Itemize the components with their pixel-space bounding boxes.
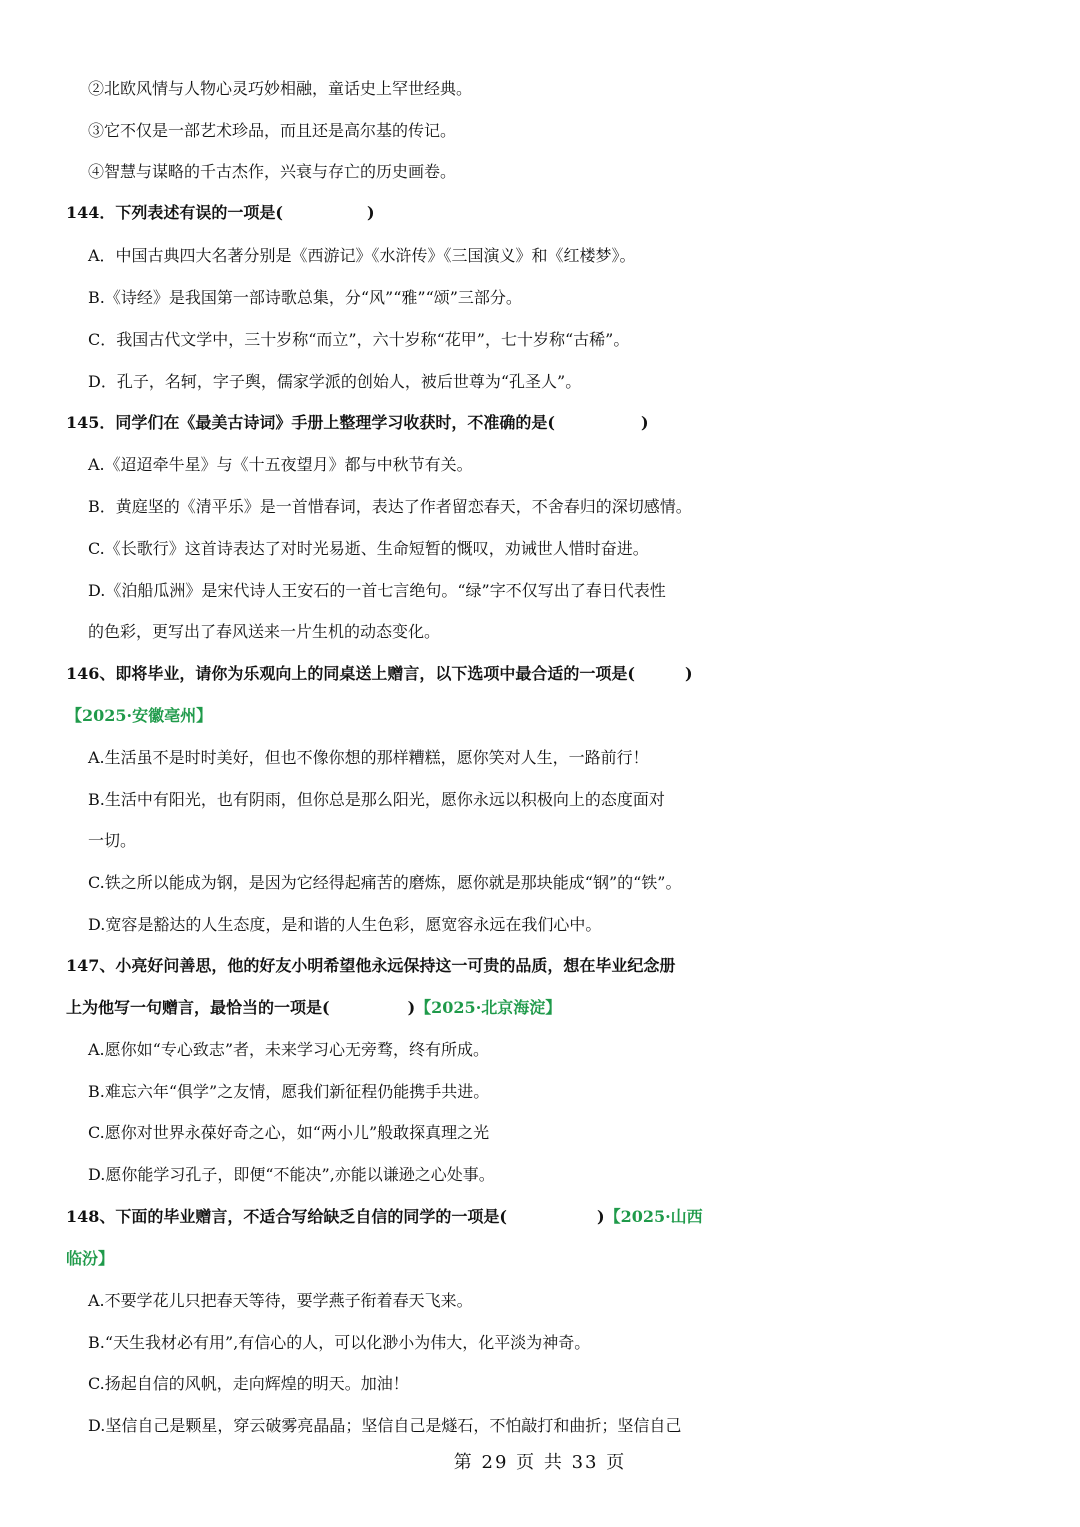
- question-146-stem: 146、即将毕业，请你为乐观向上的同桌送上赠言，以下选项中最合适的一项是( ): [66, 664, 693, 683]
- option-145-a: A.《迢迢牵牛星》与《十五夜望月》都与中秋节有关。: [88, 455, 473, 474]
- option-147-a: A.愿你如“专心致志”者，未来学习心无旁骛，终有所成。: [88, 1040, 490, 1059]
- text-line: ④智慧与谋略的千古杰作，兴衰与存亡的历史画卷。: [88, 162, 457, 181]
- option-145-d-continued: 的色彩，更写出了春风送来一片生机的动态变化。: [88, 622, 441, 641]
- question-147-stem: 147、小亮好问善思，他的好友小明希望他永远保持这一可贵的品质，想在毕业纪念册: [66, 956, 676, 975]
- option-147-d: D.愿你能学习孔子，即便“不能决”,亦能以谦逊之心处事。: [88, 1165, 495, 1184]
- option-145-d: D.《泊船瓜洲》是宋代诗人王安石的一首七言绝句。“绿”字不仅写出了春日代表性: [88, 581, 666, 600]
- option-147-b: B.难忘六年“俱学”之友情，愿我们新征程仍能携手共进。: [88, 1082, 490, 1101]
- text-line: ②北欧风情与人物心灵巧妙相融，童话史上罕世经典。: [88, 79, 473, 98]
- option-148-c: C.扬起自信的风帆，走向辉煌的明天。加油！: [88, 1374, 409, 1393]
- option-144-d: D．孔子，名轲，字子舆，儒家学派的创始人，被后世尊为“孔圣人”。: [88, 372, 582, 391]
- question-144-stem: 144．下列表述有误的一项是( ): [66, 203, 375, 222]
- text-line: ③它不仅是一部艺术珍品，而且还是高尔基的传记。: [88, 121, 457, 140]
- option-148-b: B.“天生我材必有用”,有信心的人，可以化渺小为伟大，化平淡为神奇。: [88, 1333, 591, 1352]
- option-146-b-continued: 一切。: [88, 831, 137, 850]
- question-148-source-tag: 临汾】: [66, 1249, 115, 1268]
- option-146-c: C.铁之所以能成为钢，是因为它经得起痛苦的磨炼，愿你就是那块能成“钢”的“铁”。: [88, 873, 682, 892]
- page-number-footer: 第 29 页 共 33 页: [453, 1452, 627, 1473]
- option-148-d: D.坚信自己是颗星，穿云破雾亮晶晶；坚信自己是燧石，不怕敲打和曲折；坚信自己: [88, 1416, 682, 1435]
- option-146-a: A.生活虽不是时时美好，但也不像你想的那样糟糕，愿你笑对人生，一路前行！: [88, 748, 649, 767]
- option-144-b: B.《诗经》是我国第一部诗歌总集，分“风”“雅”“颂”三部分。: [88, 288, 522, 307]
- option-146-d: D.宽容是豁达的人生态度，是和谐的人生色彩，愿宽容永远在我们心中。: [88, 915, 602, 934]
- option-145-c: C.《长歌行》这首诗表达了对时光易逝、生命短暂的慨叹，劝诫世人惜时奋进。: [88, 539, 649, 558]
- option-147-c: C.愿你对世界永葆好奇之心，如“两小儿”般敢探真理之光: [88, 1123, 490, 1142]
- question-146-source-tag: 【2025·安徽亳州】: [66, 706, 213, 725]
- option-146-b: B.生活中有阳光，也有阴雨，但你总是那么阳光，愿你永远以积极向上的态度面对: [88, 790, 665, 809]
- option-144-a: A．中国古典四大名著分别是《西游记》《水浒传》《三国演义》和《红楼梦》。: [88, 246, 636, 265]
- question-145-stem: 145．同学们在《最美古诗词》手册上整理学习收获时，不准确的是( ): [66, 413, 649, 432]
- question-148-stem: 148、下面的毕业赠言，不适合写给缺乏自信的同学的一项是( )【2025·山西: [66, 1207, 703, 1226]
- question-147-stem-continued: 上为他写一句赠言，最恰当的一项是( )【2025·北京海淀】: [66, 998, 562, 1017]
- option-148-a: A.不要学花儿只把春天等待，要学燕子衔着春天飞来。: [88, 1291, 473, 1310]
- option-145-b: B．黄庭坚的《清平乐》是一首惜春词，表达了作者留恋春天，不舍春归的深切感情。: [88, 497, 692, 516]
- option-144-c: C．我国古代文学中，三十岁称“而立”，六十岁称“花甲”，七十岁称“古稀”。: [88, 330, 630, 349]
